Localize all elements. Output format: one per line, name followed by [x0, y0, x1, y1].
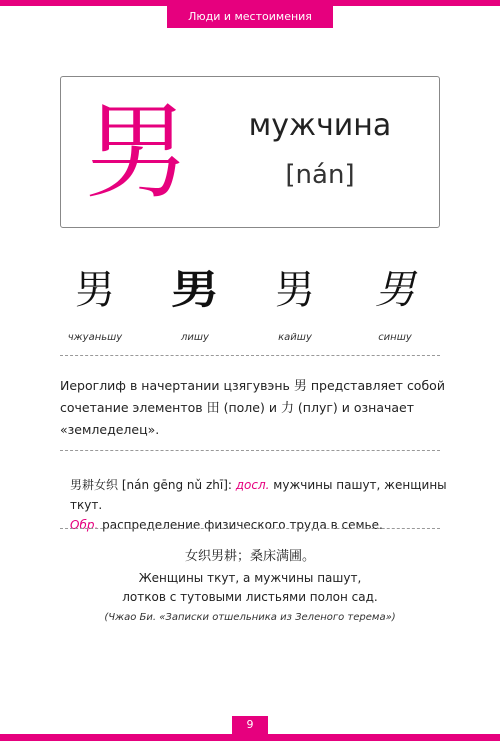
entry-pinyin: [nán]: [285, 160, 355, 190]
literal-text: мужчины пашут, женщины ткут.: [70, 478, 447, 512]
page-number: 9: [232, 716, 268, 734]
script-label: кайшу: [278, 332, 312, 343]
plough-glyph: 力: [280, 401, 294, 416]
script-glyph: 男: [375, 267, 415, 313]
description-text: Иероглиф в начертании цзягувэнь: [60, 378, 294, 393]
script-label: чжуаньшу: [67, 332, 123, 343]
quote-block: [60, 545, 440, 629]
script-glyph: 男: [171, 266, 219, 313]
script-label: синшу: [378, 332, 412, 343]
entry-translation: мужчина: [248, 108, 392, 143]
quote-chinese: 女织男耕；桑床满圃。: [184, 549, 315, 564]
divider: [60, 528, 440, 529]
figurative-label: Обр.: [70, 518, 99, 532]
quote-source: (Чжао Би. «Записки отшельника из Зеленого терема»): [104, 612, 396, 623]
idiom-chinese: 男耕女织: [70, 478, 119, 492]
script-style-item: [155, 262, 235, 343]
script-label: лишу: [181, 332, 209, 343]
divider: [60, 355, 440, 356]
main-character: 男: [84, 91, 189, 213]
script-styles-row: [55, 262, 445, 352]
quote-line: лотков с тутовыми листьями полон сад.: [122, 590, 378, 604]
description-text: (поле) и: [219, 400, 281, 415]
script-style-item: [255, 262, 335, 343]
bottom-accent-bar: [0, 734, 500, 741]
description-paragraph: [60, 375, 445, 440]
script-glyph: 男: [75, 267, 115, 313]
divider: [60, 450, 440, 451]
literal-label: досл.: [235, 478, 270, 492]
quote-line: Женщины ткут, а мужчины пашут,: [138, 571, 362, 585]
description-text: представляет собой сочетание элементов: [60, 378, 445, 415]
jiaguwen-glyph: 男: [293, 379, 307, 394]
script-glyph: 男: [275, 267, 315, 313]
idiom-pinyin: [nán gēng nǔ zhī]:: [118, 478, 236, 492]
script-style-item: [55, 262, 135, 343]
field-glyph: 田: [206, 401, 220, 416]
idiom-paragraph: [70, 475, 450, 535]
description-text: (плуг) и означает «земледелец».: [60, 400, 415, 437]
section-header: Люди и местоимения: [167, 6, 333, 28]
script-style-item: [355, 262, 435, 343]
figurative-text: распределение физического труда в семье.: [98, 518, 383, 532]
